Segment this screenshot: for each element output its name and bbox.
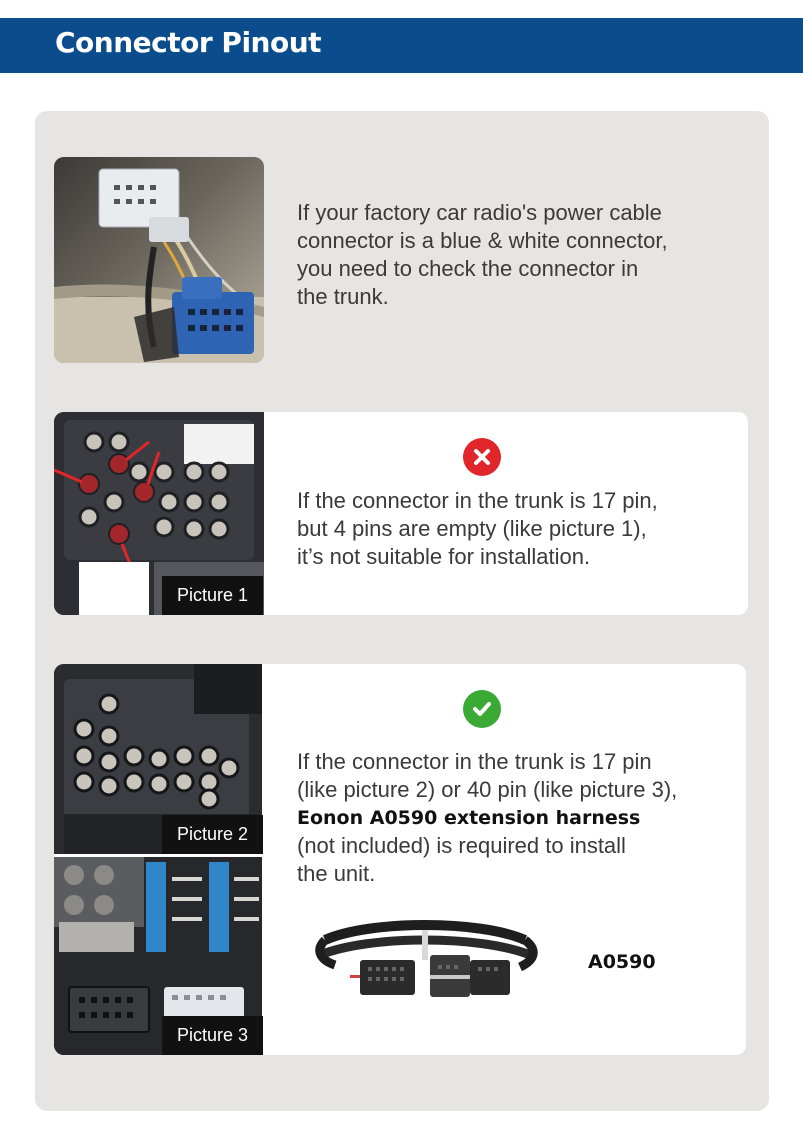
section2-description <box>297 487 658 571</box>
section1-description <box>297 199 668 311</box>
section2-line: it’s not suitable for installation. <box>297 544 591 569</box>
extension-harness-image <box>310 915 540 1005</box>
picture-2-label: Picture 2 <box>162 815 263 854</box>
section3-line: (not included) is required to install <box>297 833 626 858</box>
section1-line: connector is a blue & white connector, <box>297 228 668 253</box>
product-name: Eonon A0590 extension harness <box>297 807 641 829</box>
check-mark-icon <box>463 690 501 728</box>
section3-line: the unit. <box>297 861 376 886</box>
page-title: Connector Pinout <box>55 26 322 59</box>
section3-line: (like picture 2) or 40 pin (like picture 3), <box>297 777 678 802</box>
section3-line: If the connector in the trunk is 17 pin <box>297 749 652 774</box>
section2-line: If the connector in the trunk is 17 pin, <box>297 488 658 513</box>
section2-line: but 4 pins are empty (like picture 1), <box>297 516 647 541</box>
product-code-label: A0590 <box>588 951 656 973</box>
picture-3-label: Picture 3 <box>162 1016 263 1055</box>
section3-description <box>297 748 677 888</box>
blue-white-connector-photo <box>54 157 264 363</box>
section1-line: If your factory car radio's power cable <box>297 200 662 225</box>
picture-1-label: Picture 1 <box>162 576 263 615</box>
x-mark-icon <box>463 438 501 476</box>
section1-line: the trunk. <box>297 284 389 309</box>
section1-line: you need to check the connector in <box>297 256 639 281</box>
